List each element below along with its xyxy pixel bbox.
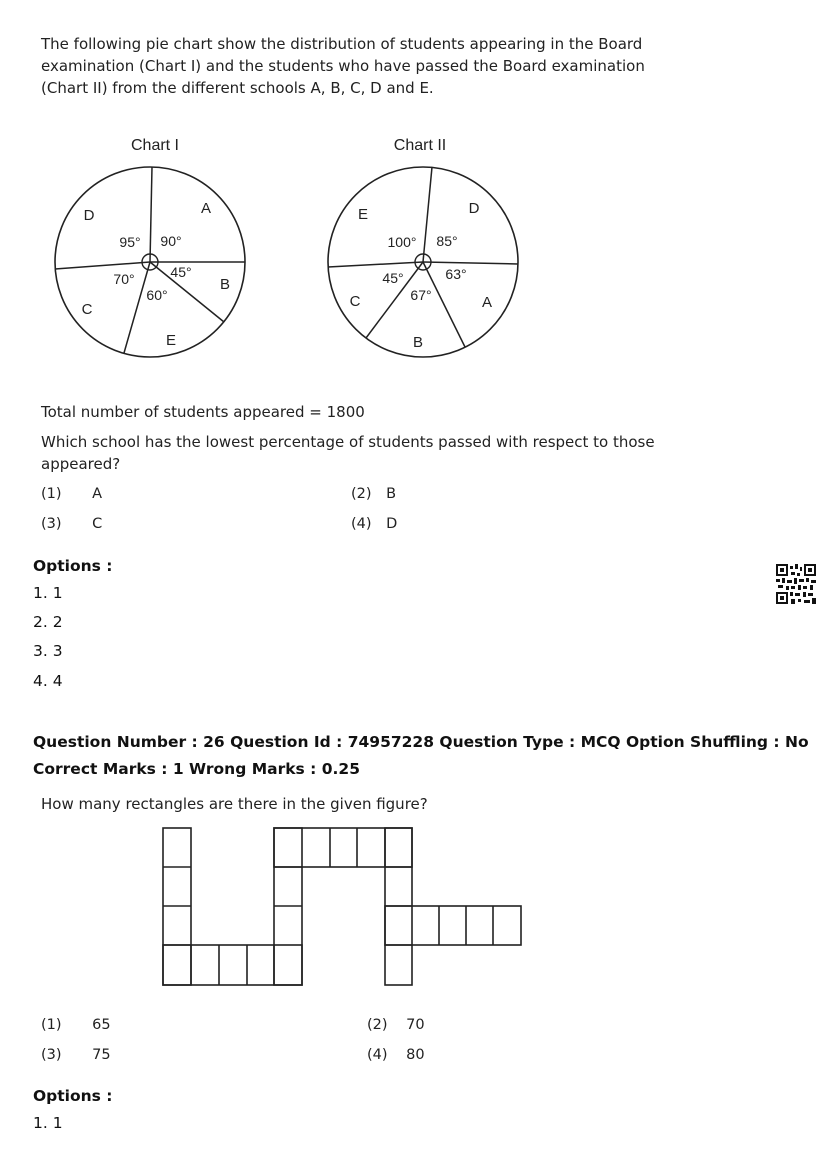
- figure-block: [274, 828, 412, 867]
- choice-num: (3): [41, 1047, 62, 1063]
- choice-num: (1): [41, 1017, 62, 1033]
- chart2-angle-label: 100°: [387, 234, 417, 250]
- chart1-slice-label: E: [165, 332, 177, 349]
- chart2-angle-label: 63°: [445, 266, 467, 282]
- chart2-slice-label: E: [357, 206, 369, 223]
- chart1-angle-label: 70°: [113, 271, 135, 287]
- chart2-divider: [423, 167, 432, 262]
- chart1-divider: [150, 167, 152, 262]
- q25-choice-1: [41, 486, 102, 502]
- q25-total-line: Total number of students appeared = 1800: [41, 403, 365, 421]
- chart2-angle-label: 85°: [436, 233, 458, 249]
- q25-option-3[interactable]: 3. 3: [33, 642, 63, 660]
- chart2-divider: [328, 262, 423, 267]
- choice-text: D: [386, 516, 398, 532]
- chart1-angle-label: 60°: [146, 287, 168, 303]
- chart2-divider: [423, 262, 518, 264]
- figure-block: [385, 906, 521, 945]
- q25-options-label: Options :: [33, 557, 113, 575]
- q26-option-1[interactable]: 1. 1: [33, 1114, 63, 1132]
- q26-header-line2: Correct Marks : 1 Wrong Marks : 0.25: [33, 760, 360, 778]
- q26-header-line1: Question Number : 26 Question Id : 74957228 Question Type : MCQ Option Shuffling : No: [33, 733, 809, 751]
- q25-stem: [41, 33, 645, 99]
- q26-choice-1: [41, 1017, 111, 1033]
- choice-text: 75: [92, 1047, 111, 1063]
- chart2-angle-label: 45°: [382, 270, 404, 286]
- q26-stem: How many rectangles are there in the given figure?: [41, 795, 428, 813]
- q25-question-line: appeared?: [41, 455, 121, 473]
- q26-options-label: Options :: [33, 1087, 113, 1105]
- q26-choice-4: [367, 1047, 425, 1063]
- rectangles-figure: [150, 820, 530, 990]
- choice-text: B: [386, 486, 397, 502]
- q25-choice-3: [41, 516, 102, 532]
- chart1-divider: [55, 262, 150, 269]
- q25-question: [41, 431, 655, 475]
- choice-text: 70: [406, 1017, 425, 1033]
- choice-text: 65: [92, 1017, 111, 1033]
- q25-stem-line: The following pie chart show the distribution of students appearing in the Board: [41, 35, 643, 53]
- chart1-slice-label: B: [219, 276, 231, 293]
- q25-option-2[interactable]: 2. 2: [33, 613, 63, 631]
- chart2-slice-label: A: [481, 294, 493, 311]
- q25-question-line: Which school has the lowest percentage of students passed with respect to those: [41, 433, 655, 451]
- chart1-slice-label: C: [81, 301, 93, 318]
- q25-choice-4: [351, 516, 397, 532]
- choice-text: 80: [406, 1047, 425, 1063]
- chart2-angle-label: 67°: [410, 287, 432, 303]
- chart1-angle-label: 90°: [160, 233, 182, 249]
- chart2-slice-label: B: [412, 334, 424, 351]
- chart1-slice-label: A: [200, 200, 212, 217]
- choice-num: (2): [351, 486, 372, 502]
- chart1-slice-label: D: [83, 207, 95, 224]
- qr-code-icon: [776, 564, 816, 604]
- q25-stem-line: examination (Chart I) and the students who have passed the Board examination: [41, 57, 645, 75]
- q25-option-1[interactable]: 1. 1: [33, 584, 63, 602]
- choice-num: (4): [351, 516, 372, 532]
- chart1-angle-label: 45°: [170, 264, 192, 280]
- choice-num: (4): [367, 1047, 388, 1063]
- choice-num: (1): [41, 486, 62, 502]
- q25-stem-line: (Chart II) from the different schools A, B, C, D and E.: [41, 79, 434, 97]
- figure-block: [163, 945, 302, 985]
- pie-charts-figure: [0, 125, 560, 370]
- chart2-slice-label: C: [349, 293, 361, 310]
- q25-choice-2: [351, 486, 396, 502]
- choice-text: C: [92, 516, 103, 532]
- chart2-slice-label: D: [468, 200, 480, 217]
- q26-choice-3: [41, 1047, 111, 1063]
- choice-num: (2): [367, 1017, 388, 1033]
- q25-option-4[interactable]: 4. 4: [33, 672, 63, 690]
- choice-text: A: [92, 486, 103, 502]
- chart1-title: Chart I: [130, 137, 180, 154]
- choice-num: (3): [41, 516, 62, 532]
- chart1-angle-label: 95°: [119, 234, 141, 250]
- q26-choice-2: [367, 1017, 425, 1033]
- chart2-title: Chart II: [393, 137, 447, 154]
